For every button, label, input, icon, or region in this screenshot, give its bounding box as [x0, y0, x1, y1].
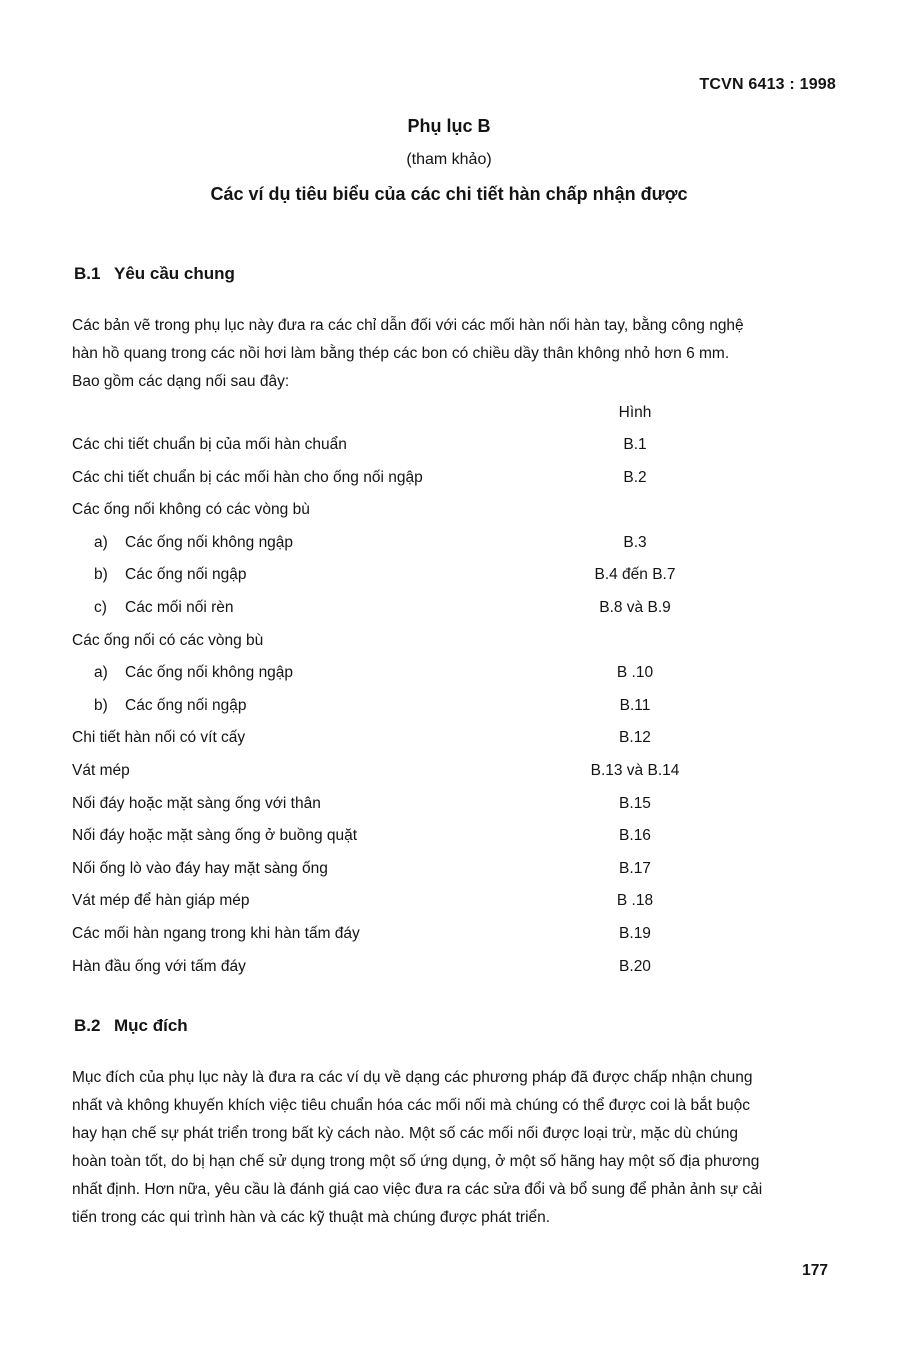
figure-list-label [72, 925, 360, 943]
paragraph-line: hàn hồ quang trong các nồi hơi làm bằng thép các bon có chiều dầy thân không nhỏ hơn 6 mm. [72, 345, 730, 362]
figure-reference: B.16 [619, 827, 651, 844]
figure-list-text: Các ống nối ngập [125, 566, 247, 583]
figure-list-label [72, 860, 328, 878]
figure-list-text: Các ống nối không ngập [125, 664, 294, 681]
figure-list-label [72, 729, 245, 747]
figure-list-label [72, 795, 321, 813]
section-b2-paragraph [72, 1064, 842, 1232]
section-b1-title [74, 264, 235, 284]
section-b1-paragraph [72, 312, 842, 396]
figure-list-text: Các ống nối có các vòng bù [72, 632, 264, 649]
figure-list-label [94, 697, 247, 715]
figure-list-row [0, 795, 898, 819]
figure-list-text: Các ống nối không có các vòng bù [72, 501, 310, 518]
figure-list-label [72, 892, 250, 910]
figure-list-row [0, 892, 898, 916]
figure-list-row [0, 632, 898, 656]
figure-list-label [72, 827, 357, 845]
section-b2-heading: Mục đích [114, 1016, 188, 1035]
figure-list-text: Các mối nối rèn [125, 599, 234, 616]
section-b1-number: B.1 [74, 264, 101, 283]
figure-list-label [94, 664, 293, 682]
standard-code: TCVN 6413 : 1998 [699, 76, 836, 93]
paragraph-line: Mục đích của phụ lục này là đưa ra các ví dụ về dạng các phương pháp đã được chấp nhận chung [72, 1069, 753, 1086]
figure-list-text: Các chi tiết chuẩn bị của mối hàn chuẩn [72, 436, 347, 453]
figure-list-letter: c) [94, 599, 107, 616]
figure-list-label [72, 958, 246, 976]
figure-list-text: Nối đáy hoặc mặt sàng ống ở buồng quặt [72, 827, 358, 844]
figure-list-row [0, 566, 898, 590]
section-b2-title [74, 1016, 188, 1036]
figure-reference: B.2 [623, 469, 647, 486]
figure-reference: B.3 [623, 534, 647, 551]
appendix-title: Phụ lục B [407, 116, 491, 136]
figure-list-row [0, 762, 898, 786]
figure-reference: B.17 [619, 860, 651, 877]
figure-list-text: Các ống nối không ngập [125, 534, 294, 551]
figure-list-row [0, 958, 898, 982]
paragraph-line: nhất định. Hơn nữa, yêu cầu là đánh giá cao việc đưa ra các sửa đổi và bổ sung để phản ảnh sự cải [72, 1181, 763, 1198]
figure-list-label [72, 469, 423, 487]
figure-list-text: Các chi tiết chuẩn bị các mối hàn cho ống nối ngập [72, 469, 423, 486]
figure-reference: B .10 [616, 664, 654, 681]
page-number: 177 [802, 1262, 828, 1279]
figure-list-text: Vát mép để hàn giáp mép [72, 892, 250, 909]
figure-list-letter: b) [94, 697, 108, 714]
figure-reference: B.20 [619, 958, 651, 975]
figure-list-label [72, 501, 310, 519]
figure-list-letter: b) [94, 566, 108, 583]
figure-column-header-row [0, 404, 898, 428]
figure-reference: B.1 [623, 436, 647, 453]
figure-list-label [94, 534, 293, 552]
figure-list-text: Các mối hàn ngang trong khi hàn tấm đáy [72, 925, 360, 942]
figure-reference: B .18 [616, 892, 654, 909]
paragraph-line: hay hạn chế sự phát triển trong bất kỳ cách nào. Một số các mối nối được loại trừ, mặc dù chúng [72, 1125, 738, 1142]
figure-list-row [0, 664, 898, 688]
figure-list-row [0, 501, 898, 525]
section-b1-heading: Yêu cầu chung [114, 264, 235, 283]
figure-list-label [72, 632, 263, 650]
figure-reference: B.13 và B.14 [590, 762, 680, 779]
figure-list-row [0, 469, 898, 493]
figure-reference: B.11 [619, 697, 651, 714]
paragraph-line: tiến trong các qui trình hàn và các kỹ thuật mà chúng được phát triển. [72, 1209, 551, 1226]
figure-reference: B.15 [619, 795, 651, 812]
figure-list-text: Chi tiết hàn nối có vít cấy [72, 729, 246, 746]
figure-reference: B.4 đến B.7 [594, 566, 676, 583]
figure-list-text: Nối ống lò vào đáy hay mặt sàng ống [72, 860, 328, 877]
paragraph-line: Các bản vẽ trong phụ lục này đưa ra các chỉ dẫn đối với các mối hàn nối hàn tay, bằng công nghệ [72, 317, 744, 334]
figure-list-row [0, 925, 898, 949]
figure-list-row [0, 534, 898, 558]
paragraph-line: Bao gồm các dạng nối sau đây: [72, 373, 290, 390]
figure-list-row [0, 697, 898, 721]
section-b2-number: B.2 [74, 1016, 101, 1035]
figure-list-row [0, 599, 898, 623]
figure-list-letter: a) [94, 534, 108, 551]
figure-list-label [94, 599, 234, 617]
figure-reference: B.12 [619, 729, 651, 746]
figure-list-letter: a) [94, 664, 108, 681]
figure-list-text: Các ống nối ngập [125, 697, 247, 714]
figure-reference: B.8 và B.9 [599, 599, 671, 616]
figure-column-header: Hình [618, 404, 652, 421]
figure-list-row [0, 827, 898, 851]
figure-list-row [0, 860, 898, 884]
appendix-subtitle: (tham khảo) [406, 151, 492, 168]
appendix-heading: Các ví dụ tiêu biểu của các chi tiết hàn chấp nhận được [210, 184, 688, 204]
figure-list-row [0, 729, 898, 753]
figure-list-text: Nối đáy hoặc mặt sàng ống với thân [72, 795, 321, 812]
paragraph-line: nhất và không khuyến khích việc tiêu chuẩn hóa các mối nối mà chúng có thể được coi là bắt buộc [72, 1097, 750, 1114]
figure-list-label [94, 566, 247, 584]
figure-list-label [72, 762, 130, 780]
figure-reference: B.19 [619, 925, 651, 942]
figure-list-text: Hàn đầu ống với tấm đáy [72, 958, 246, 975]
figure-list-row [0, 436, 898, 460]
figure-list-label [72, 436, 347, 454]
figure-list-text: Vát mép [72, 762, 130, 779]
paragraph-line: hoàn toàn tốt, do bị hạn chế sử dụng trong một số ứng dụng, ở một số hãng hay một số địa phương [72, 1153, 760, 1170]
